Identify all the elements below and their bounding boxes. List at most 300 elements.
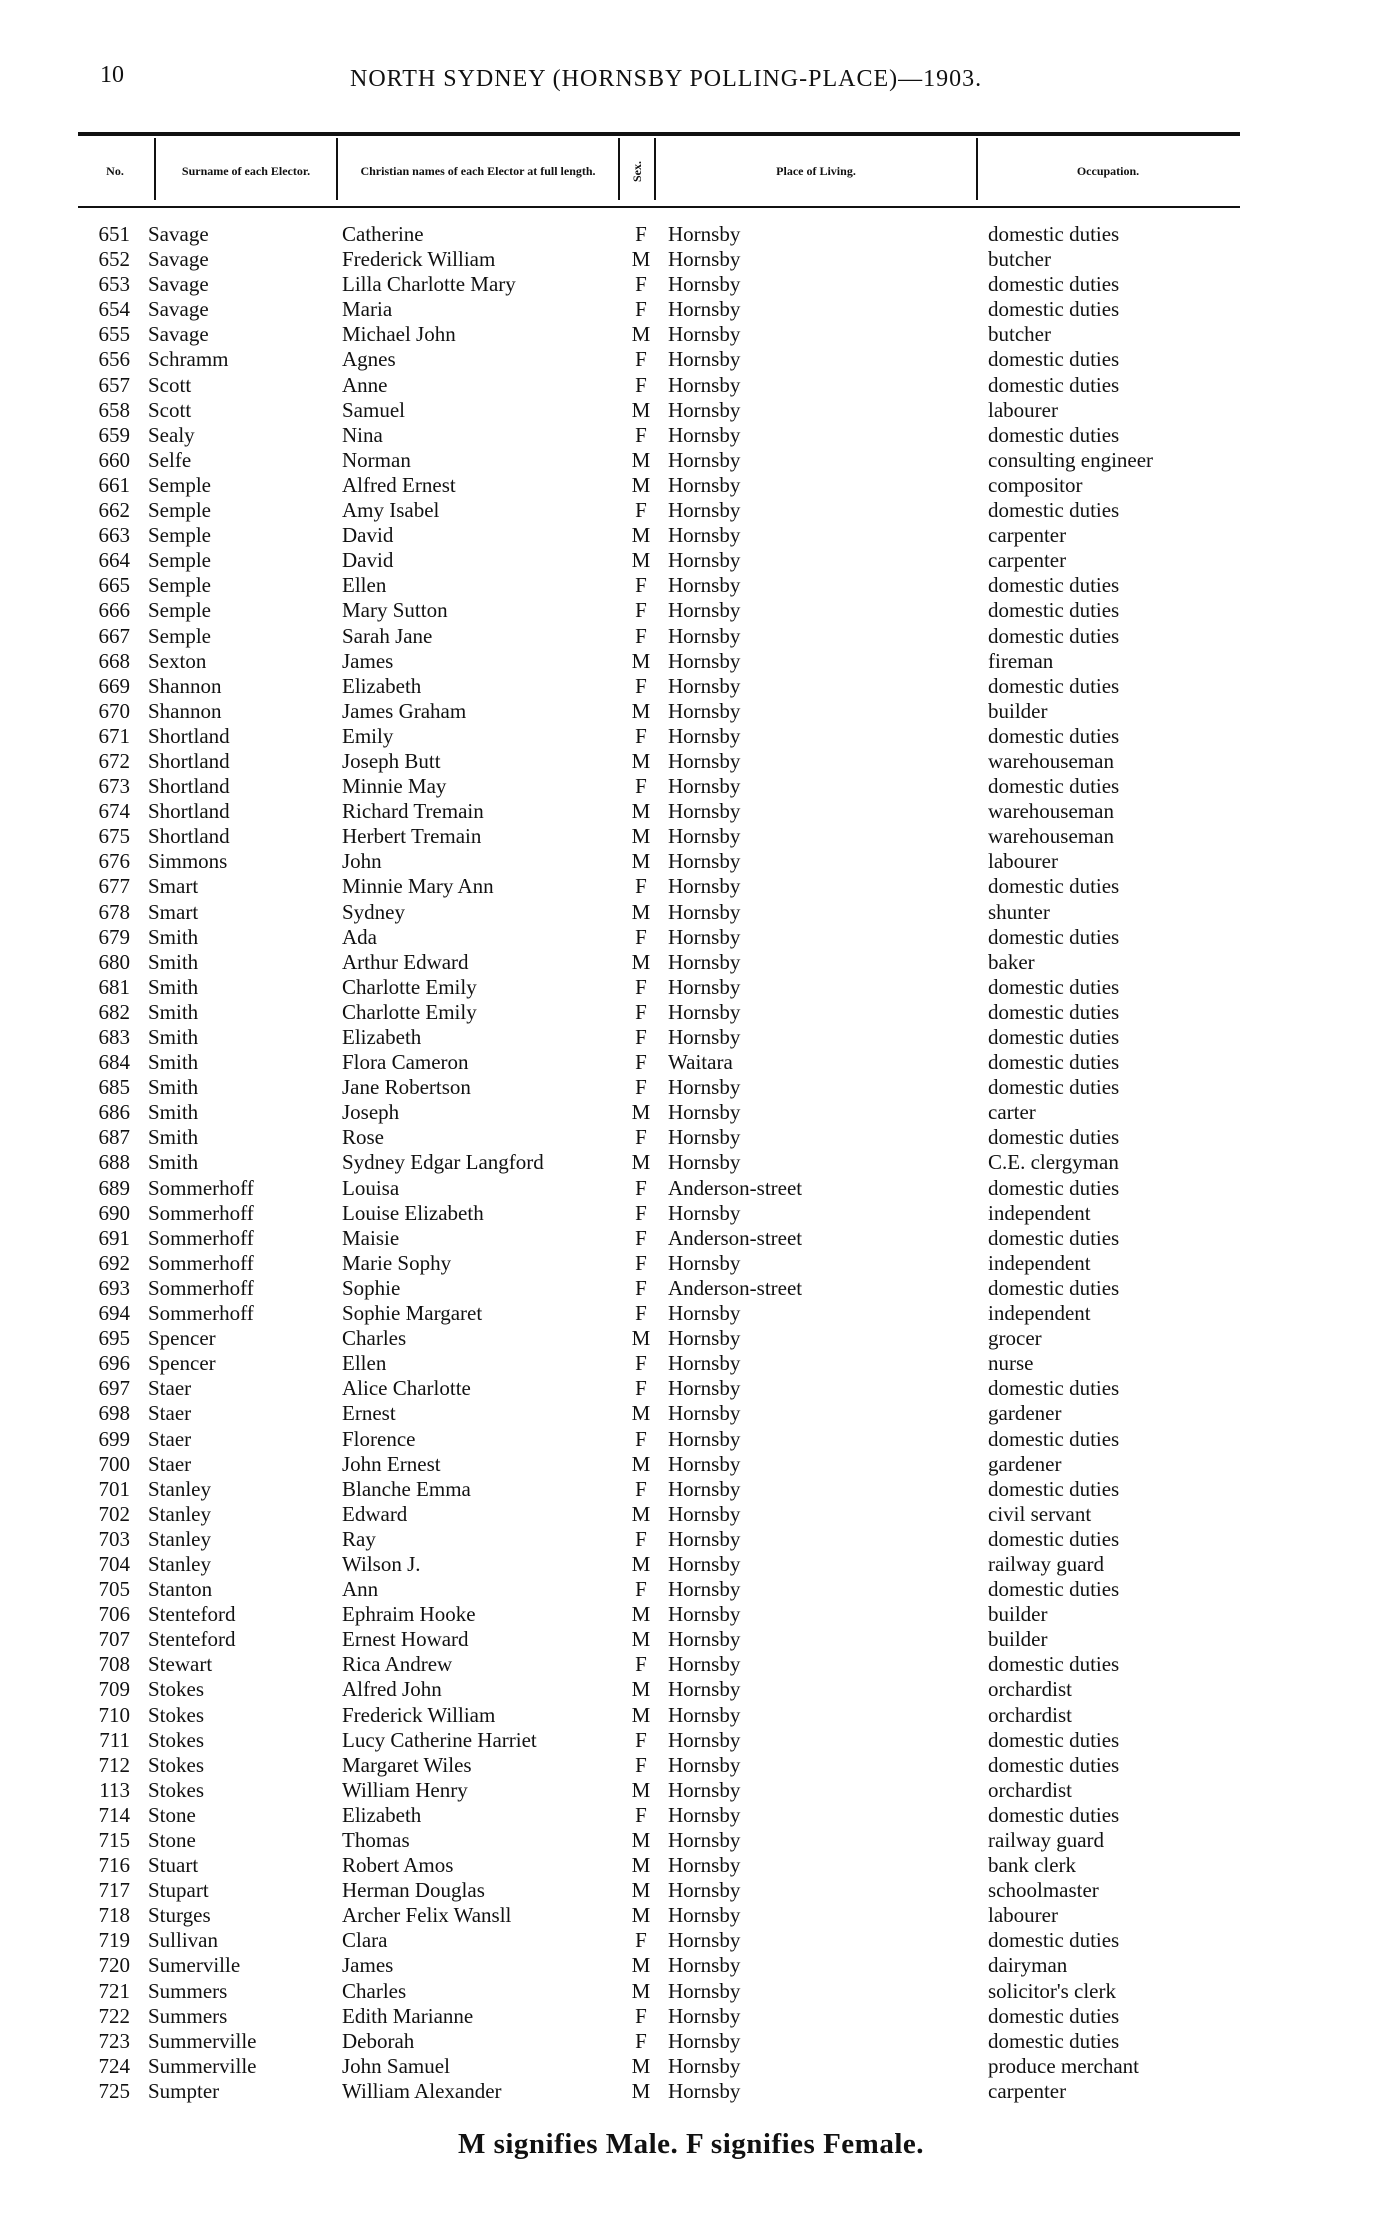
elector-surname: Scott <box>148 397 192 422</box>
table-row <box>0 1150 1382 1175</box>
table-row <box>0 774 1382 799</box>
elector-christian-names: Louise Elizabeth <box>342 1200 484 1225</box>
elector-place: Hornsby <box>668 1802 741 1827</box>
elector-number: 695 <box>98 1326 130 1351</box>
elector-christian-names: Samuel <box>342 397 405 422</box>
table-row <box>0 1903 1382 1928</box>
elector-number: 682 <box>98 999 130 1024</box>
elector-surname: Summerville <box>148 2028 257 2053</box>
table-row <box>0 824 1382 849</box>
elector-number: 665 <box>98 573 130 598</box>
elector-number: 678 <box>98 899 130 924</box>
elector-christian-names: Sydney <box>342 899 405 924</box>
elector-occupation: butcher <box>988 247 1051 272</box>
elector-number: 671 <box>98 723 130 748</box>
elector-sex: F <box>635 1426 647 1451</box>
table-row <box>0 1552 1382 1577</box>
table-row <box>0 2029 1382 2054</box>
elector-place: Hornsby <box>668 1250 741 1275</box>
elector-place: Hornsby <box>668 1853 741 1878</box>
elector-surname: Semple <box>148 573 211 598</box>
table-row <box>0 799 1382 824</box>
table-row <box>0 297 1382 322</box>
elector-surname: Stokes <box>148 1752 205 1777</box>
elector-surname: Stone <box>148 1828 196 1852</box>
elector-christian-names: Frederick William <box>342 247 496 272</box>
elector-occupation: warehouseman <box>988 799 1114 824</box>
table-row <box>0 1301 1382 1326</box>
elector-occupation: domestic duties <box>988 1025 1120 1049</box>
table-row <box>0 624 1382 649</box>
elector-occupation: consulting engineer <box>988 447 1154 472</box>
elector-place: Hornsby <box>668 472 741 497</box>
elector-number: 725 <box>98 2078 130 2103</box>
elector-sex: M <box>631 1777 651 1802</box>
elector-place: Hornsby <box>668 1075 741 1100</box>
elector-place: Hornsby <box>668 1526 741 1551</box>
column-divider <box>336 138 338 200</box>
elector-occupation: domestic duties <box>988 924 1120 949</box>
elector-christian-names: Alfred Ernest <box>342 472 456 497</box>
elector-place: Hornsby <box>668 1978 741 2003</box>
elector-occupation: domestic duties <box>988 723 1120 748</box>
elector-surname: Sumpter <box>148 2078 220 2103</box>
elector-place: Hornsby <box>668 1627 741 1652</box>
elector-christian-names: David <box>342 548 394 573</box>
elector-occupation: domestic duties <box>988 1275 1120 1300</box>
elector-sex: F <box>635 1175 647 1200</box>
elector-number: 681 <box>98 974 130 999</box>
table-row <box>0 548 1382 573</box>
elector-sex: F <box>635 422 647 447</box>
elector-surname: Savage <box>148 272 209 297</box>
elector-christian-names: Margaret Wiles <box>342 1752 472 1777</box>
elector-place: Hornsby <box>668 1928 741 1953</box>
table-row <box>0 1477 1382 1502</box>
elector-surname: Smith <box>148 1050 199 1075</box>
elector-occupation: nurse <box>988 1351 1034 1376</box>
elector-sex: F <box>635 1200 647 1225</box>
elector-number: 675 <box>98 824 130 849</box>
elector-number: 719 <box>98 1928 130 1953</box>
elector-number: 723 <box>98 2028 130 2053</box>
elector-sex: F <box>635 1225 647 1250</box>
elector-sex: M <box>631 1978 651 2003</box>
elector-occupation: domestic duties <box>988 222 1120 246</box>
elector-place: Hornsby <box>668 1100 741 1125</box>
elector-surname: Stanley <box>148 1501 211 1526</box>
elector-surname: Stenteford <box>148 1602 236 1627</box>
elector-christian-names: William Alexander <box>342 2078 502 2103</box>
elector-number: 653 <box>98 272 130 297</box>
elector-sex: F <box>635 1301 647 1326</box>
elector-occupation: domestic duties <box>988 2028 1120 2053</box>
table-row <box>0 347 1382 372</box>
elector-surname: Shannon <box>148 673 222 698</box>
elector-occupation: domestic duties <box>988 1802 1120 1827</box>
elector-place: Hornsby <box>668 874 741 899</box>
elector-surname: Smith <box>148 999 199 1024</box>
elector-sex: F <box>635 1125 647 1150</box>
page-number: 10 <box>100 62 124 88</box>
elector-christian-names: Sydney Edgar Langford <box>342 1150 544 1175</box>
elector-sex: M <box>631 397 651 422</box>
elector-surname: Smith <box>148 949 199 974</box>
elector-place: Hornsby <box>668 222 741 246</box>
elector-sex: F <box>635 774 647 799</box>
elector-sex: M <box>631 648 651 673</box>
elector-number: 677 <box>98 874 130 899</box>
elector-christian-names: Sophie Margaret <box>342 1301 483 1326</box>
elector-christian-names: Catherine <box>342 222 424 246</box>
elector-occupation: railway guard <box>988 1828 1105 1852</box>
elector-place: Hornsby <box>668 397 741 422</box>
table-row <box>0 1602 1382 1627</box>
elector-occupation: domestic duties <box>988 573 1120 598</box>
elector-surname: Shortland <box>148 824 230 849</box>
elector-christian-names: Lucy Catherine Harriet <box>342 1727 537 1752</box>
elector-surname: Staer <box>148 1426 192 1451</box>
elector-sex: M <box>631 1828 651 1852</box>
elector-sex: M <box>631 1451 651 1476</box>
elector-place: Hornsby <box>668 999 741 1024</box>
elector-surname: Stanley <box>148 1551 211 1576</box>
elector-sex: F <box>635 1376 647 1401</box>
elector-surname: Smith <box>148 1150 199 1175</box>
elector-place: Hornsby <box>668 1301 741 1326</box>
elector-christian-names: Norman <box>342 447 411 472</box>
elector-christian-names: David <box>342 523 394 548</box>
elector-sex: F <box>635 1802 647 1827</box>
elector-occupation: domestic duties <box>988 498 1120 523</box>
elector-sex: F <box>635 272 647 297</box>
elector-sex: F <box>635 623 647 648</box>
elector-number: 657 <box>98 372 130 397</box>
elector-christian-names: Charlotte Emily <box>342 974 477 999</box>
elector-christian-names: Edith Marianne <box>342 2003 474 2028</box>
elector-surname: Summerville <box>148 2053 257 2078</box>
elector-number: 655 <box>98 322 130 347</box>
elector-occupation: orchardist <box>988 1777 1072 1802</box>
elector-sex: M <box>631 1501 651 1526</box>
elector-occupation: gardener <box>988 1451 1062 1476</box>
elector-sex: M <box>631 949 651 974</box>
elector-place: Hornsby <box>668 1376 741 1401</box>
elector-place: Hornsby <box>668 1551 741 1576</box>
column-divider <box>154 138 156 200</box>
table-row <box>0 1627 1382 1652</box>
table-row <box>0 1728 1382 1753</box>
elector-occupation: domestic duties <box>988 1652 1120 1677</box>
column-header-surname: Surname of each Elector. <box>181 163 311 178</box>
elector-number: 705 <box>98 1577 130 1602</box>
elector-sex: M <box>631 1627 651 1652</box>
elector-surname: Sealy <box>148 422 195 447</box>
elector-surname: Smith <box>148 1125 199 1150</box>
elector-sex: F <box>635 2028 647 2053</box>
elector-occupation: domestic duties <box>988 874 1120 899</box>
column-header-sex <box>620 138 654 204</box>
table-row <box>0 448 1382 473</box>
page-title: NORTH SYDNEY (HORNSBY POLLING-PLACE)—1903. <box>350 66 983 92</box>
column-divider <box>976 138 978 200</box>
elector-occupation: domestic duties <box>988 422 1120 447</box>
elector-sex: M <box>631 1903 651 1928</box>
elector-sex: F <box>635 598 647 623</box>
table-row <box>0 1652 1382 1677</box>
table-row <box>0 925 1382 950</box>
elector-sex: F <box>635 1928 647 1953</box>
table-row <box>0 1401 1382 1426</box>
elector-sex: M <box>631 799 651 824</box>
elector-sex: M <box>631 1150 651 1175</box>
table-header <box>78 138 1240 204</box>
elector-christian-names: Joseph Butt <box>342 748 441 773</box>
elector-number: 687 <box>98 1125 130 1150</box>
elector-occupation: produce merchant <box>988 2053 1140 2078</box>
elector-occupation: warehouseman <box>988 824 1114 849</box>
elector-place: Hornsby <box>668 2003 741 2028</box>
table-row <box>0 1201 1382 1226</box>
elector-christian-names: Ray <box>342 1526 376 1551</box>
elector-sex: F <box>635 222 647 246</box>
elector-christian-names: John Samuel <box>342 2053 450 2078</box>
elector-christian-names: Louisa <box>342 1175 400 1200</box>
elector-occupation: orchardist <box>988 1702 1072 1727</box>
elector-sex: M <box>631 1602 651 1627</box>
elector-place: Hornsby <box>668 1677 741 1702</box>
elector-christian-names: Nina <box>342 422 383 447</box>
elector-number: 720 <box>98 1953 130 1978</box>
table-row <box>0 523 1382 548</box>
table-row <box>0 1853 1382 1878</box>
elector-christian-names: Michael John <box>342 322 456 347</box>
elector-christian-names: Richard Tremain <box>342 799 484 824</box>
elector-number: 663 <box>98 523 130 548</box>
elector-christian-names: Frederick William <box>342 1702 496 1727</box>
elector-place: Hornsby <box>668 824 741 849</box>
elector-number: 710 <box>98 1702 130 1727</box>
elector-number: 703 <box>98 1526 130 1551</box>
elector-place: Hornsby <box>668 498 741 523</box>
elector-sex: F <box>635 1577 647 1602</box>
elector-surname: Sumerville <box>148 1953 241 1978</box>
elector-christian-names: Lilla Charlotte Mary <box>342 272 516 297</box>
elector-occupation: domestic duties <box>988 999 1120 1024</box>
elector-christian-names: Joseph <box>342 1100 400 1125</box>
elector-christian-names: Alice Charlotte <box>342 1376 471 1401</box>
elector-sex: M <box>631 698 651 723</box>
elector-occupation: domestic duties <box>988 1752 1120 1777</box>
elector-place: Hornsby <box>668 1451 741 1476</box>
elector-surname: Stokes <box>148 1727 205 1752</box>
elector-christian-names: Marie Sophy <box>342 1250 452 1275</box>
elector-surname: Smart <box>148 874 199 899</box>
table-row <box>0 272 1382 297</box>
elector-sex: M <box>631 247 651 272</box>
elector-number: 651 <box>98 222 130 246</box>
elector-christian-names: Rica Andrew <box>342 1652 453 1677</box>
elector-occupation: shunter <box>988 899 1050 924</box>
elector-occupation: domestic duties <box>988 1376 1120 1401</box>
elector-surname: Savage <box>148 297 209 322</box>
elector-surname: Semple <box>148 523 211 548</box>
elector-place: Hornsby <box>668 1953 741 1978</box>
table-row <box>0 699 1382 724</box>
elector-surname: Spencer <box>148 1351 216 1376</box>
elector-christian-names: Blanche Emma <box>342 1476 471 1501</box>
elector-christian-names: Alfred John <box>342 1677 442 1702</box>
elector-occupation: domestic duties <box>988 1476 1120 1501</box>
elector-surname: Stanton <box>148 1577 213 1602</box>
elector-occupation: domestic duties <box>988 272 1120 297</box>
elector-surname: Summers <box>148 1978 228 2003</box>
elector-sex: F <box>635 874 647 899</box>
elector-number: 664 <box>98 548 130 573</box>
elector-number: 702 <box>98 1501 130 1526</box>
elector-sex: M <box>631 1401 651 1426</box>
elector-surname: Stokes <box>148 1702 205 1727</box>
elector-place: Hornsby <box>668 723 741 748</box>
elector-number: 707 <box>98 1627 130 1652</box>
elector-sex: M <box>631 2078 651 2103</box>
elector-place: Hornsby <box>668 748 741 773</box>
table-row <box>0 1527 1382 1552</box>
elector-number: 672 <box>98 748 130 773</box>
elector-surname: Stone <box>148 1802 196 1827</box>
elector-surname: Summers <box>148 2003 228 2028</box>
elector-number: 714 <box>98 1802 130 1827</box>
elector-christian-names: Rose <box>342 1125 384 1150</box>
elector-number: 712 <box>98 1752 130 1777</box>
elector-occupation: domestic duties <box>988 774 1120 799</box>
elector-surname: Stenteford <box>148 1627 236 1652</box>
elector-surname: Stokes <box>148 1777 205 1802</box>
table-row <box>0 1176 1382 1201</box>
elector-number: 676 <box>98 849 130 874</box>
elector-sex: F <box>635 1351 647 1376</box>
elector-sex: M <box>631 1551 651 1576</box>
elector-sex: F <box>635 347 647 372</box>
elector-christian-names: Elizabeth <box>342 1802 422 1827</box>
elector-number: 696 <box>98 1351 130 1376</box>
elector-number: 691 <box>98 1225 130 1250</box>
elector-place: Hornsby <box>668 949 741 974</box>
elector-sex: M <box>631 1878 651 1903</box>
elector-christian-names: Amy Isabel <box>342 498 440 523</box>
elector-number: 668 <box>98 648 130 673</box>
elector-sex: F <box>635 1526 647 1551</box>
elector-place: Hornsby <box>668 2078 741 2103</box>
elector-occupation: carpenter <box>988 2078 1067 2103</box>
elector-number: 659 <box>98 422 130 447</box>
elector-christian-names: Elizabeth <box>342 1025 422 1049</box>
table-row <box>0 1326 1382 1351</box>
table-row <box>0 1878 1382 1903</box>
elector-christian-names: Florence <box>342 1426 416 1451</box>
elector-sex: M <box>631 1100 651 1125</box>
elector-surname: Sommerhoff <box>148 1175 254 1200</box>
elector-surname: Spencer <box>148 1326 216 1351</box>
elector-occupation: domestic duties <box>988 1727 1120 1752</box>
elector-occupation: domestic duties <box>988 1050 1120 1075</box>
elector-sex: M <box>631 824 651 849</box>
elector-place: Hornsby <box>668 1777 741 1802</box>
table-row <box>0 573 1382 598</box>
elector-occupation: carpenter <box>988 548 1067 573</box>
elector-occupation: butcher <box>988 322 1051 347</box>
elector-surname: Sexton <box>148 648 207 673</box>
elector-sex: F <box>635 297 647 322</box>
elector-number: 697 <box>98 1376 130 1401</box>
elector-christian-names: Minnie May <box>342 774 447 799</box>
table-row <box>0 1100 1382 1125</box>
table-row <box>0 900 1382 925</box>
elector-place: Hornsby <box>668 447 741 472</box>
elector-place: Hornsby <box>668 2053 741 2078</box>
elector-christian-names: Wilson J. <box>342 1551 421 1576</box>
elector-number: 662 <box>98 498 130 523</box>
elector-occupation: domestic duties <box>988 1125 1120 1150</box>
table-row <box>0 473 1382 498</box>
elector-sex: M <box>631 548 651 573</box>
elector-surname: Simmons <box>148 849 228 874</box>
elector-occupation: labourer <box>988 849 1058 874</box>
table-row <box>0 398 1382 423</box>
elector-sex: M <box>631 447 651 472</box>
elector-number: 722 <box>98 2003 130 2028</box>
elector-occupation: railway guard <box>988 1551 1105 1576</box>
elector-place: Waitara <box>668 1050 733 1075</box>
elector-surname: Sommerhoff <box>148 1275 254 1300</box>
elector-place: Hornsby <box>668 673 741 698</box>
elector-sex: F <box>635 372 647 397</box>
elector-number: 699 <box>98 1426 130 1451</box>
elector-surname: Sommerhoff <box>148 1200 254 1225</box>
elector-number: 680 <box>98 949 130 974</box>
elector-sex: M <box>631 523 651 548</box>
table-row <box>0 598 1382 623</box>
table-row <box>0 1979 1382 2004</box>
elector-occupation: grocer <box>988 1326 1042 1351</box>
elector-place: Hornsby <box>668 899 741 924</box>
elector-surname: Smith <box>148 924 199 949</box>
elector-occupation: domestic duties <box>988 1225 1120 1250</box>
elector-place: Anderson-street <box>668 1225 803 1250</box>
elector-place: Hornsby <box>668 523 741 548</box>
elector-occupation: baker <box>988 949 1035 974</box>
elector-place: Hornsby <box>668 799 741 824</box>
elector-surname: Sommerhoff <box>148 1225 254 1250</box>
elector-occupation: domestic duties <box>988 623 1120 648</box>
elector-christian-names: Charles <box>342 1978 407 2003</box>
elector-sex: M <box>631 899 651 924</box>
elector-christian-names: Archer Felix Wansll <box>342 1903 512 1928</box>
table-row <box>0 423 1382 448</box>
elector-number: 683 <box>98 1025 130 1049</box>
elector-christian-names: Herman Douglas <box>342 1878 485 1903</box>
elector-christian-names: Ernest Howard <box>342 1627 469 1652</box>
elector-place: Hornsby <box>668 272 741 297</box>
elector-sex: F <box>635 723 647 748</box>
table-row <box>0 1502 1382 1527</box>
elector-occupation: warehouseman <box>988 748 1114 773</box>
elector-place: Hornsby <box>668 598 741 623</box>
elector-place: Hornsby <box>668 1401 741 1426</box>
elector-occupation: labourer <box>988 397 1058 422</box>
elector-surname: Shannon <box>148 698 222 723</box>
elector-number: 656 <box>98 347 130 372</box>
